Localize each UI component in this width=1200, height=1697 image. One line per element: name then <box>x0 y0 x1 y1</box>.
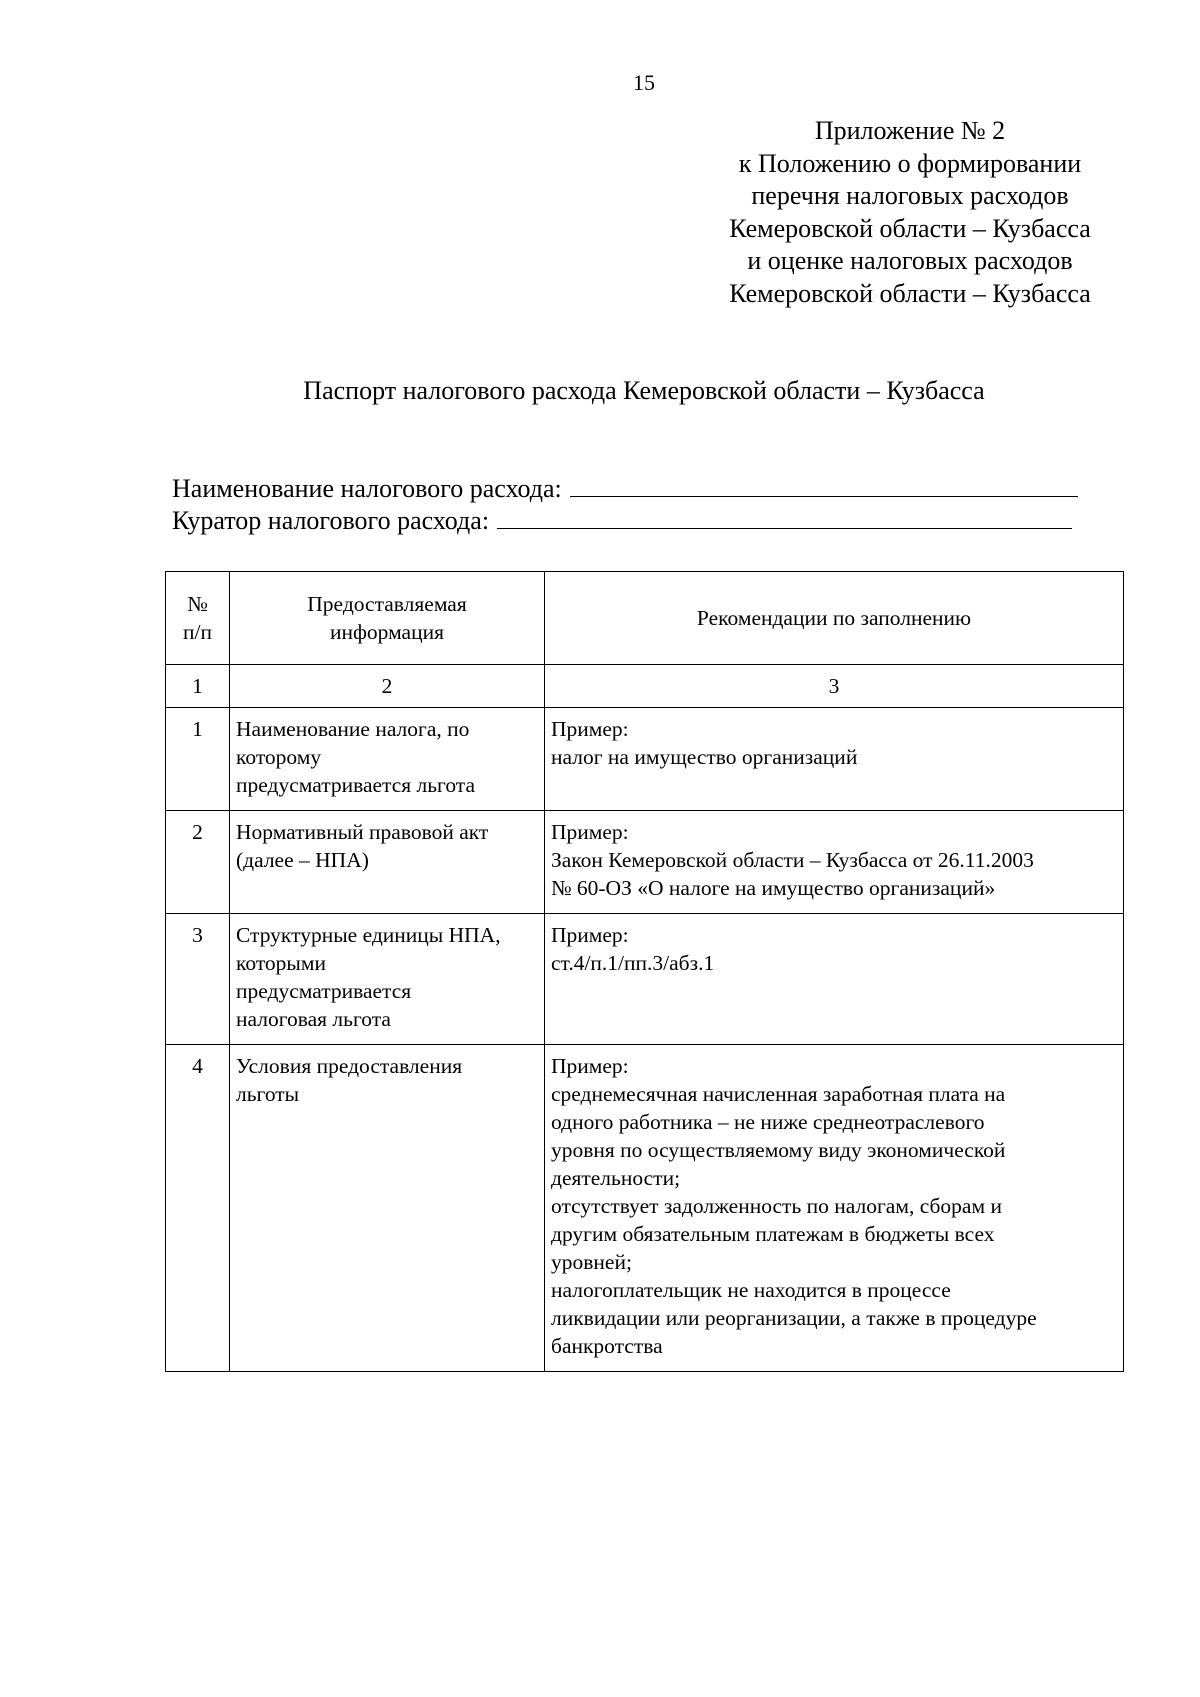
appendix-line: Приложение № 2 <box>814 116 1006 145</box>
row-info: Условия предоставления льготы <box>230 1045 545 1372</box>
tax-expense-curator-field <box>172 505 1072 537</box>
column-number-row <box>166 665 1124 708</box>
row-number: 3 <box>166 914 230 1045</box>
document-title: Паспорт налогового расхода Кемеровской области – Кузбасса <box>303 376 985 405</box>
header-recommendations: Рекомендации по заполнению <box>545 572 1124 665</box>
row-number: 2 <box>166 811 230 914</box>
appendix-line: и оценке налоговых расходов <box>747 246 1073 275</box>
row-number: 1 <box>166 708 230 811</box>
column-number: 3 <box>545 665 1124 708</box>
table-row <box>166 811 1124 914</box>
appendix-line: Кемеровской области – Кузбасса <box>729 213 1091 243</box>
row-recommendation: Пример: ст.4/п.1/пп.3/абз.1 <box>545 914 1124 1045</box>
row-recommendation: Пример: налог на имущество организаций <box>545 708 1124 811</box>
table-row <box>166 708 1124 811</box>
row-recommendation: Пример: среднемесячная начисленная заработная плата на одного работника – не ниже среднеотраслевого уровня по осуществляемому виду экономической деятельности; отсутствует задолженность по налогам, сборам и другим обязательным платежам в бюджеты всех уровней; налогоплательщик не находится в процессе ликвидации или реорганизации, а также в процедуре банкротства <box>545 1045 1124 1372</box>
tax-expense-curator-label: Куратор налогового расхода: <box>172 506 490 535</box>
column-number: 1 <box>166 665 230 708</box>
header-info: Предоставляемая информация <box>230 572 545 665</box>
passport-table <box>165 571 1124 1372</box>
table-header-row <box>166 572 1124 665</box>
row-recommendation: Пример: Закон Кемеровской области – Кузбасса от 26.11.2003 № 60-ОЗ «О налоге на имущество организаций» <box>545 811 1124 914</box>
page-number: 15 <box>633 70 655 95</box>
tax-expense-name-blank <box>570 474 1078 497</box>
appendix-line: Кемеровской области – Кузбасса <box>729 278 1091 308</box>
table-row <box>166 914 1124 1045</box>
row-info: Наименование налога, по которому предусматривается льгота <box>230 708 545 811</box>
appendix-line: к Положению о формировании <box>738 148 1082 178</box>
column-number: 2 <box>230 665 545 708</box>
appendix-line: перечня налоговых расходов <box>751 181 1069 210</box>
tax-expense-name-field <box>172 473 1078 505</box>
header-number: № п/п <box>166 572 230 665</box>
appendix-heading <box>690 115 1130 310</box>
table-row <box>166 1045 1124 1372</box>
tax-expense-name-label: Наименование налогового расхода: <box>172 474 562 503</box>
row-info: Структурные единицы НПА, которыми предусматривается налоговая льгота <box>230 914 545 1045</box>
row-number: 4 <box>166 1045 230 1372</box>
row-info: Нормативный правовой акт (далее – НПА) <box>230 811 545 914</box>
tax-expense-curator-blank <box>497 506 1072 529</box>
